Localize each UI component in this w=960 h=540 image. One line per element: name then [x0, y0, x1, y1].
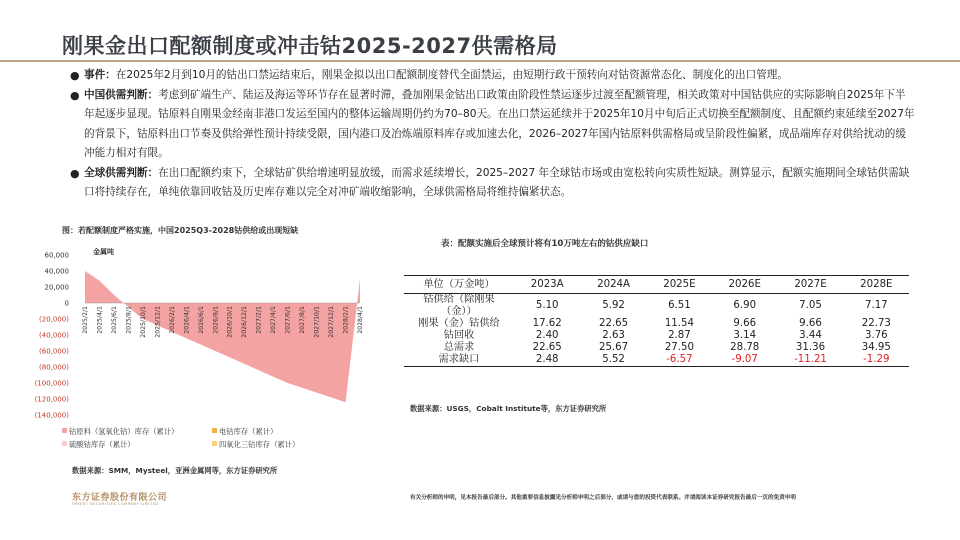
y-tick-label: 60,000 — [44, 251, 69, 260]
bullet-text: 考虑到矿端生产、陆运及海运等环节存在显著时滞，叠加刚果金钴出口政策由阶段性禁运逐步过渡至配额管理，相关政策对中国钴供应的实际影响自2025年下半年起逐步显现。钴原料自刚果金经南非港口发运至国内的整体运输周期仍约为70–80天。在出口禁运延续并于2025年10月中旬后正式切换至配额制度、且配额约束延续至2027年的背景下，钴原料出口节奏及供给弹性预计持续受限，国内港口及冶炼端原料库存或加速去化，2026–2027年国内钴原料供需格局或呈阶段性偏紧，成品端库存对供给扰动的缓冲能力相对有限。 — [84, 88, 915, 159]
table-cell: 25.67 — [598, 342, 629, 353]
table-row — [404, 342, 909, 354]
y-tick-label: (40,000) — [39, 331, 69, 340]
y-tick-label: (100,000) — [35, 379, 69, 388]
table-cell: -6.57 — [666, 354, 693, 365]
x-tick-label: 2025/2/1 — [82, 306, 89, 334]
table-cell: 17.62 — [532, 318, 562, 329]
table-cell: 28.78 — [730, 342, 760, 353]
inventory-chart — [35, 245, 365, 445]
row-label: 需求缺口 — [438, 354, 480, 365]
bullet-text: 在出口配额约束下，全球钴矿供给增速明显放缓，而需求延续增长，2025–2027 年全球钴市场或由宽松转向实质性短缺。测算显示，配额实施期间全球钴供需缺口将持续存在，单纯依靠回收钴及历史库存难以完全对冲矿端收缩影响，全球供需格局将维持偏紧状态。 — [84, 166, 910, 198]
table-cell: 2.48 — [535, 354, 559, 365]
x-tick-label: 2026/4/1 — [183, 306, 191, 334]
table-cell: 7.17 — [864, 300, 888, 311]
row-label: 刚果（金）钴供给 — [418, 318, 500, 329]
x-tick-label: 2027/2/1 — [255, 306, 263, 334]
legend-label: 电钴库存（累计） — [219, 427, 278, 436]
x-tick-label: 2025/10/1 — [139, 306, 147, 338]
bullet-heading: 中国供需判断： — [84, 88, 159, 101]
x-tick-label: 2027/8/1 — [299, 306, 307, 334]
x-tick-label: 2026/12/1 — [241, 306, 249, 338]
bullet-heading: 全球供需判断： — [84, 166, 159, 179]
table-cell: 2.87 — [668, 330, 691, 341]
table-cell: -1.29 — [863, 354, 890, 365]
x-tick-label: 2026/2/1 — [168, 306, 176, 334]
table-cell: 22.65 — [532, 342, 562, 353]
disclaimer-note: 有关分析师的申明，见本报告最后部分。其他重要信息披露见分析师申明之后部分，或请与您的投资代表联系。并请阅读本证券研究报告最后一页的免责申明 — [410, 495, 796, 501]
y-tick-label: (20,000) — [39, 315, 69, 324]
table-cell: 22.73 — [861, 318, 891, 329]
x-tick-label: 2025/4/1 — [96, 306, 104, 334]
bullet-list — [70, 66, 915, 203]
bullet-dot-icon: ● — [70, 166, 80, 180]
y-tick-label: (140,000) — [35, 411, 69, 420]
bullet-event — [70, 66, 915, 86]
bullet-dot-icon: ● — [70, 88, 80, 102]
x-tick-label: 2027/12/1 — [328, 306, 336, 338]
table-cell: 3.76 — [864, 330, 888, 341]
table-header-cell: 2024A — [597, 278, 631, 290]
y-tick-label: (80,000) — [39, 363, 69, 372]
y-tick-label: (60,000) — [39, 347, 69, 356]
table-header-cell: 2027E — [794, 278, 827, 290]
chart-title: 图：若配额制度严格实施，中国2025Q3-2028钴供给或出现短缺 — [62, 226, 299, 235]
table-cell: 6.90 — [733, 300, 757, 311]
table-cell: 6.51 — [668, 300, 691, 311]
legend-item — [212, 440, 299, 450]
table-cell: 5.10 — [535, 300, 559, 311]
table-cell: -11.21 — [794, 354, 827, 365]
row-label-line: （金）） — [441, 306, 477, 317]
x-tick-label: 2027/4/1 — [270, 306, 278, 334]
x-tick-label: 2027/10/1 — [313, 306, 321, 338]
x-tick-label: 2027/6/1 — [284, 306, 292, 334]
legend-swatch — [62, 441, 67, 446]
chart-unit-label: 金属吨 — [93, 248, 114, 256]
table-title: 表：配额实施后全球预计将有10万吨左右的钴供应缺口 — [441, 239, 649, 249]
table-cell: 27.50 — [664, 342, 694, 353]
legend-swatch — [62, 428, 67, 433]
table-cell: 2.63 — [602, 330, 625, 341]
row-label — [404, 294, 514, 319]
x-tick-label: 2025/8/1 — [125, 306, 133, 334]
y-tick-label: 20,000 — [44, 283, 69, 292]
table-row — [404, 294, 909, 319]
chart-source: 数据来源：SMM，Mysteel，亚洲金属网等，东方证券研究所 — [72, 466, 278, 475]
table-cell: 9.66 — [733, 318, 757, 329]
table-row — [404, 354, 909, 367]
x-tick-label: 2025/6/1 — [110, 306, 118, 334]
x-tick-label: 2025/12/1 — [154, 306, 162, 338]
table-cell: 31.36 — [795, 342, 826, 353]
row-label: 钴回收 — [443, 330, 475, 341]
table-cell: 2.40 — [535, 330, 559, 341]
table-cell: 3.44 — [799, 330, 822, 341]
bullet-text: 在2025年2月到10月的钴出口禁运结束后，刚果金拟以出口配额制度替代全面禁运，由短期行政干预转向对钴资源常态化、制度化的出口管理。 — [115, 69, 788, 81]
legend-swatch — [212, 428, 217, 433]
table-cell: 22.65 — [598, 318, 629, 329]
legend-label: 硫酸钴库存（累计） — [69, 440, 135, 449]
table-cell: 5.92 — [602, 300, 625, 311]
x-tick-label: 2026/6/1 — [197, 306, 205, 334]
table-header-cell: 2026E — [728, 278, 761, 290]
table-row — [404, 330, 909, 342]
legend-swatch — [212, 441, 217, 446]
legend-label: 钴原料（氢氧化钴）库存（累计） — [69, 427, 179, 436]
x-tick-label: 2028/2/1 — [342, 306, 350, 334]
title-divider — [0, 60, 960, 62]
bullet-heading: 事件： — [84, 69, 116, 81]
page-title: 刚果金出口配额制度或冲击钴2025-2027供需格局 — [62, 34, 558, 58]
bullet-china-judgement — [70, 86, 915, 164]
table-row — [404, 318, 909, 330]
table-header-cell: 2028E — [860, 278, 893, 290]
x-tick-label: 2026/10/1 — [226, 306, 234, 338]
row-label: 总需求 — [443, 342, 475, 353]
table-cell: 3.14 — [733, 330, 757, 341]
company-logo-en: ORIENT SECURITIES COMPANY LIMITED — [72, 502, 159, 506]
supply-demand-table — [404, 275, 909, 367]
row-label-line: 钴供给（除刚果 — [423, 294, 495, 305]
x-tick-label: 2026/8/1 — [212, 306, 220, 334]
y-tick-label: (120,000) — [35, 395, 69, 404]
table-cell: 7.05 — [799, 300, 822, 311]
y-tick-label: 40,000 — [44, 267, 69, 276]
table-cell: 9.66 — [799, 318, 822, 329]
legend-label: 四氧化三钴库存（累计） — [219, 440, 300, 449]
table-cell: -9.07 — [731, 354, 758, 365]
table-header-cell: 2023A — [530, 278, 564, 290]
legend-item — [62, 440, 135, 450]
table-cell: 11.54 — [664, 318, 694, 329]
table-cell: 34.95 — [861, 342, 891, 353]
legend-item — [62, 427, 178, 437]
x-tick-label: 2028/4/1 — [357, 306, 364, 334]
y-tick-label: 0 — [64, 299, 69, 308]
company-logo: 东方证券股份有限公司 — [72, 493, 168, 503]
chart-svg — [35, 245, 365, 445]
table-header-cell: 2025E — [663, 278, 696, 290]
table-source: 数据来源：USGS，Cobalt Institute等，东方证券研究所 — [410, 404, 607, 413]
table-header-cell: 单位（万金吨） — [423, 278, 495, 290]
bullet-dot-icon: ● — [70, 69, 80, 82]
table-cell: 5.52 — [602, 354, 625, 365]
bullet-global-judgement — [70, 164, 915, 203]
legend-item — [212, 427, 277, 437]
table-header-row — [404, 276, 909, 294]
